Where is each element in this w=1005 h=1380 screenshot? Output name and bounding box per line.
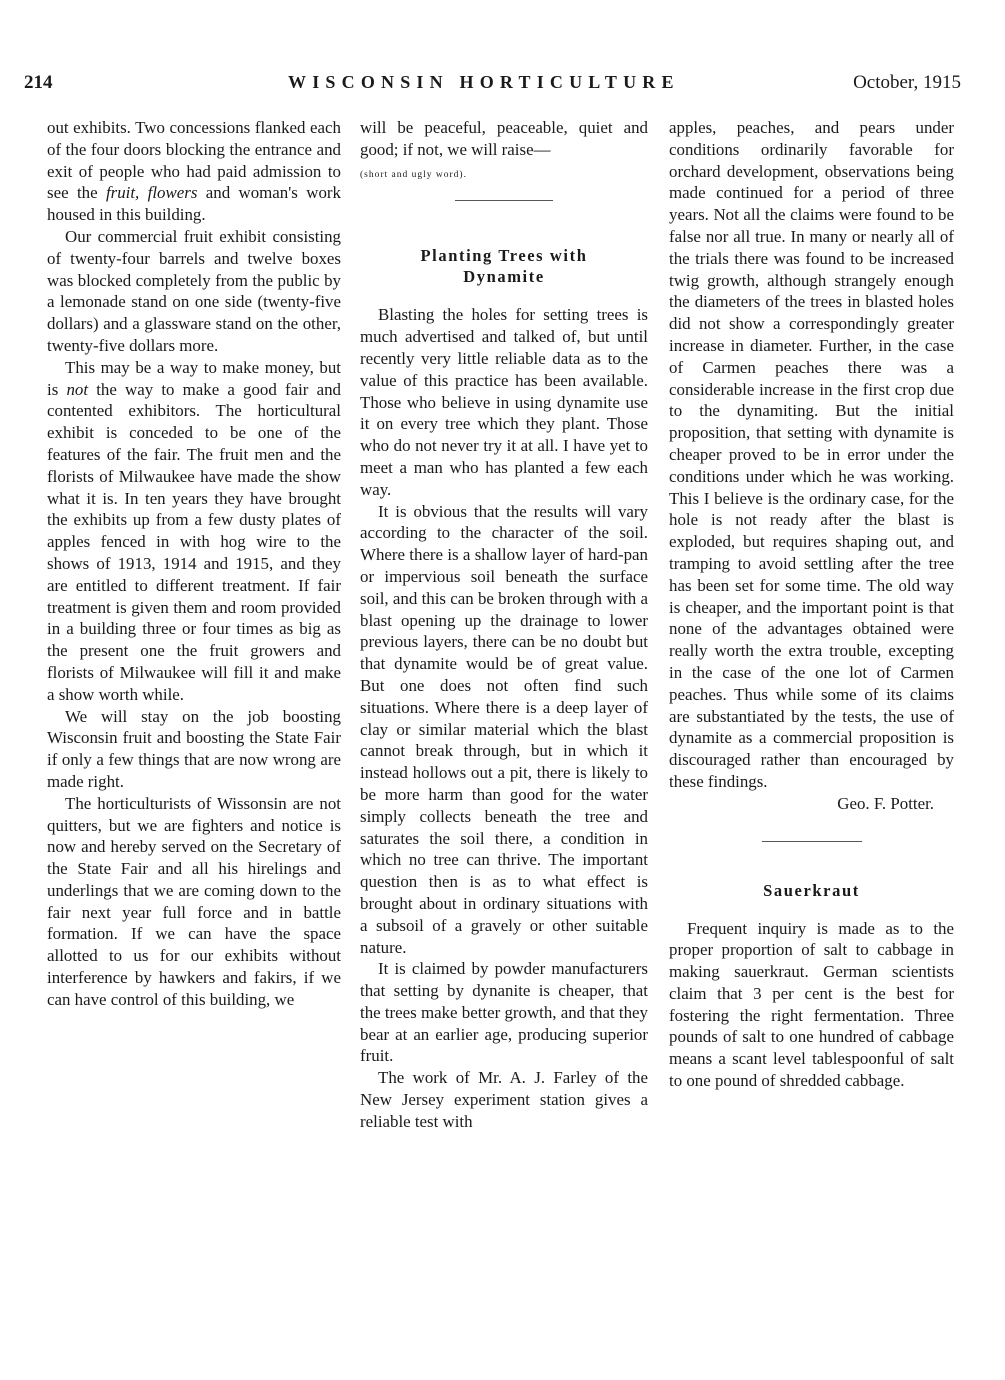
column-middle <box>360 117 648 1133</box>
page-number: 214 <box>24 72 53 93</box>
column-left <box>47 117 341 1011</box>
paragraph: out exhibits. Two concessions flanked each of the four doors blocking the entrance and exit of people who had paid admission to see the fruit, flowers and woman's work housed in this building. <box>47 118 341 225</box>
paragraph: Our commercial fruit exhibit consisting of twenty-four barrels and twelve boxes was blocked completely from the public by a lemonade stand on one side (twenty-five dollars) and a glassware stand on the other, twenty-five dollars more. <box>47 226 341 355</box>
paragraph: will be peaceful, peaceable, quiet and good; if not, we will raise— (short and ugly word). <box>360 118 648 180</box>
section-divider <box>455 200 553 201</box>
paragraph: Frequent inquiry is made as to the proper proportion of salt to cabbage in making sauerkraut. German scientists claim that 3 per cent is the best for fostering the right fermentation. Three pounds of salt to one hundred of cabbage means a scant level tablespoonful of salt to one pound of shredded cabbage. <box>669 918 954 1091</box>
italic-text: fruit, flowers <box>105 183 198 203</box>
author-signature: Geo. F. Potter. <box>837 793 934 813</box>
section-divider <box>762 841 862 842</box>
article-heading: Sauerkraut <box>763 880 860 900</box>
paragraph: The work of Mr. A. J. Farley of the New Jersey experiment station gives a reliable test with <box>360 1068 648 1131</box>
paragraph: This may be a way to make money, but is not the way to make a good fair and contented exhibitors. The horticultural exhibit is conceded to be one of the features of the fair. The fruit men and the florists of Milwaukee have made the show what it is. In ten years they have brought the exhibits up from a few dusty plates of apples fenced in with hog wire to the shows of 1913, 1914 and 1915, and they are entitled to different treatment. If fair treatment is given them and room provided in a building three or four times as big as the present one the fruit growers and florists of Milwaukee will fill it and make a show worth while. <box>47 357 341 704</box>
footnote-text: (short and ugly word). <box>360 169 467 180</box>
issue-date: October, 1915 <box>853 72 961 93</box>
column-right <box>669 117 954 1092</box>
article-heading: Planting Trees with Dynamite <box>420 246 588 287</box>
paragraph: It is obvious that the results will vary according to the character of the soil. Where there is a shallow layer of hard-pan or impervious soil beneath the surface soil, and this can be broken through with a blast opening up the drainage to lower previous layers, there can be no doubt but that dynamite would be of great value. But one does not often find such situations. Where there is a deep layer of clay or similar material which the blast cannot break through, but in which it instead hollows out a pit, there is likely to be more harm than good for the water simply collects beneath the tree and saturates the soil there, a condition in which no tree can thrive. The important question then is as to what effect is brought about in ordinary situations with a subsoil of a gravely or other suitable nature. <box>360 501 648 957</box>
journal-title: WISCONSIN HORTICULTURE <box>288 72 680 92</box>
running-header <box>24 72 961 102</box>
paragraph: apples, peaches, and pears under conditions ordinarily favorable for orchard development, observations being made continued for a period of three years. Not all the claims were found to be false nor all true. In many or nearly all of the trials there was found to be increased twig growth, although strangely enough the diameters of the trees in blasted holes did not show a correspondingly greater increase in diameter. Further, in the case of Carmen peaches there was a considerable increase in the first crop due to the dynamiting. But the initial proposition, that setting with dynamite is cheaper proved to be in error under the conditions under which he was working. This I believe is the ordinary case, for the hole is not ready after the blast is exploded, but requires shaping out, and tramping to avoid settling after the tree has been set for some time. The old way is cheaper, and the important point is that none of the advantages obtained were really worth the extra trouble, excepting in the case of the one lot of Carmen peaches. Thus while some of its claims are substantiated by the tests, the use of dynamite as a commercial proposition is discouraged rather than encouraged by these findings. <box>669 118 954 791</box>
italic-text: not <box>66 379 89 399</box>
paragraph: The horticulturists of Wissonsin are not quitters, but we are fighters and notice is now and hereby served on the Secretary of the State Fair and all his hirelings and underlings that we are coming down to the fair next year full force and in battle formation. If we can have the space allotted to us for our exhibits without interference by hawkers and fakirs, if we can have control of this building, we <box>47 793 341 1009</box>
paragraph: Blasting the holes for setting trees is much advertised and talked of, but until recently very little reliable data as to the value of this practice has been available. Those who believe in using dynamite use it on every tree which they plant. Those who do not never try it at all. I have yet to meet a man who has planted a few each way. <box>360 305 648 499</box>
paragraph: It is claimed by powder manufacturers that setting by dynanite is cheaper, that the trees make better growth, and that they bear at an earlier age, producing superior fruit. <box>360 959 648 1066</box>
paragraph: We will stay on the job boosting Wisconsin fruit and boosting the State Fair if only a few things that are now wrong are made right. <box>47 706 341 791</box>
